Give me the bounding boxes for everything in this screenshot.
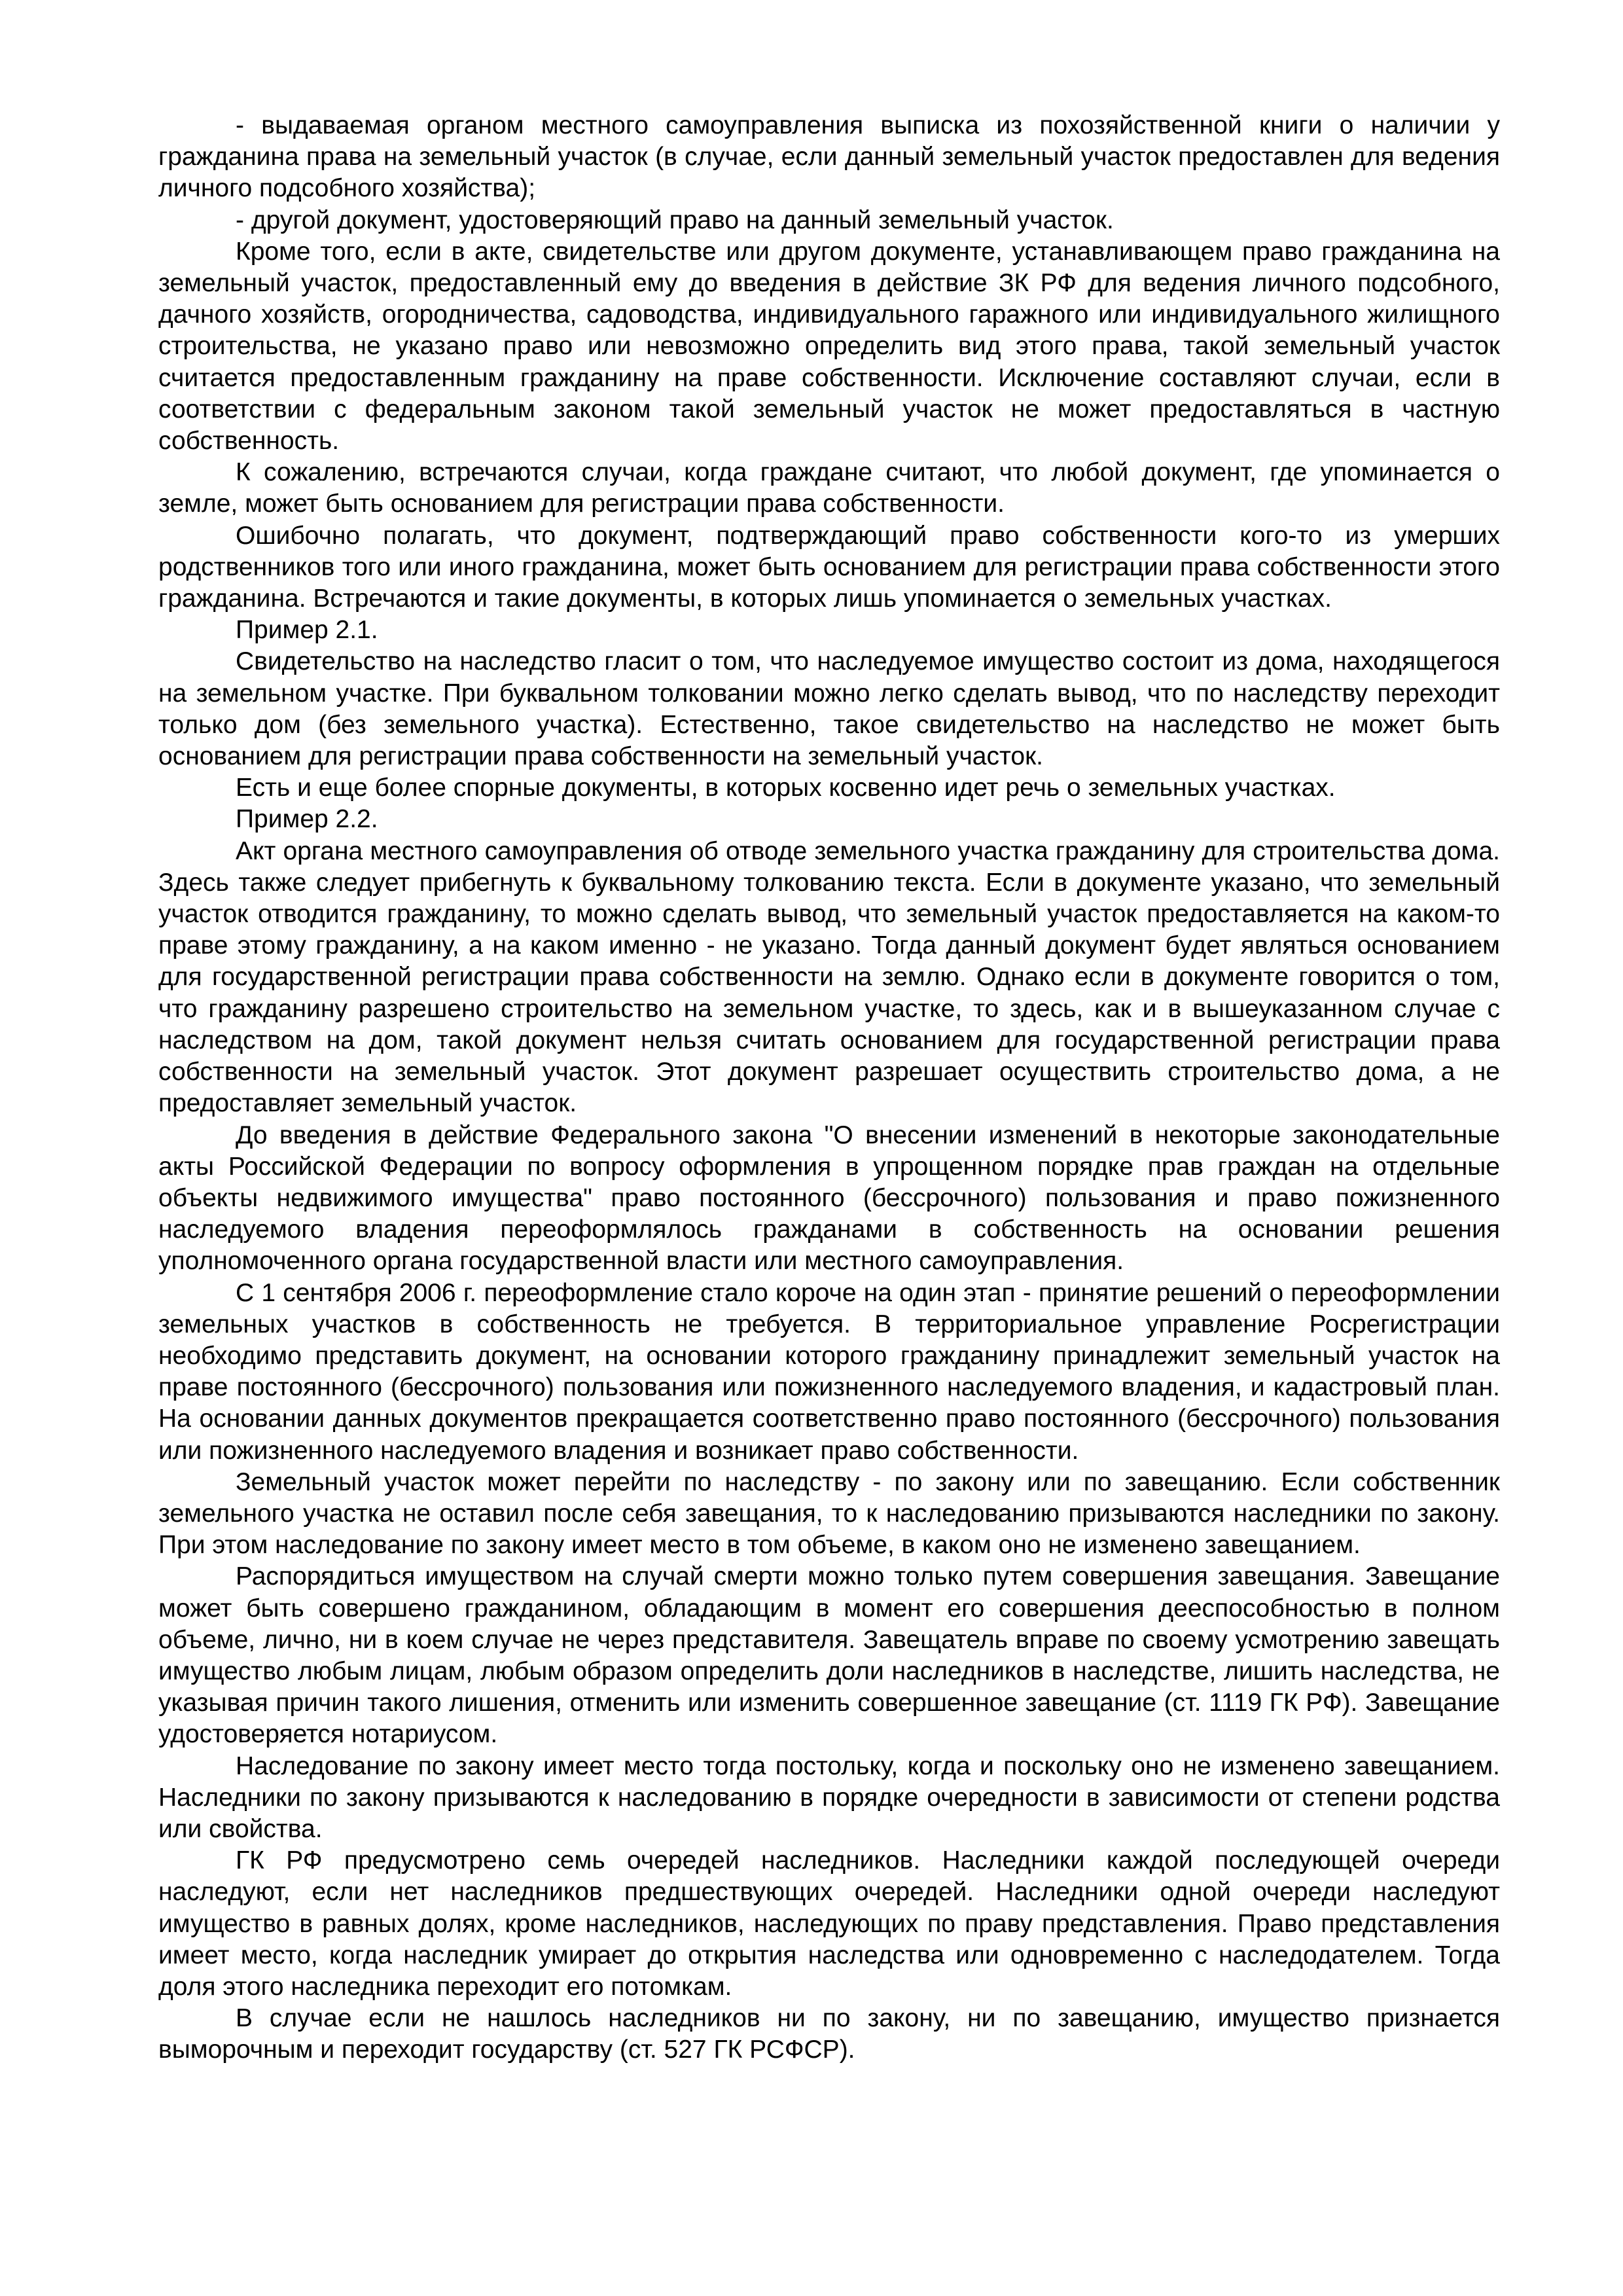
paragraph-1: - выдаваемая органом местного самоуправления выписка из похозяйственной книги о наличии у гражданина права на земельный участок (в случае, если данный земельный участок предоставлен для ведения личного подсобного хозяйства); (158, 111, 1500, 203)
paragraph-2: - другой документ, удостоверяющий право на данный земельный участок. (236, 206, 1114, 234)
document-body (158, 110, 1500, 2066)
paragraph-14: Распорядиться имуществом на случай смерти можно только путем совершения завещания. Завещание может быть совершено гражданином, обладающим в момент его совершения дееспособностью в полном объеме, лично, ни в коем случае не через представителя. Завещатель вправе по своему усмотрению завещать имущество любым лицам, любым образом определить доли наследников в наследстве, лишить наследства, не указывая причин такого лишения, отменить или изменить совершенное завещание (ст. 1119 ГК РФ). Завещание удостоверяется нотариусом. (158, 1562, 1500, 1749)
paragraph-8: Есть и еще более спорные документы, в которых косвенно идет речь о земельных участках. (236, 774, 1336, 802)
paragraph-15: Наследование по закону имеет место тогда постольку, когда и поскольку оно не изменено завещанием. Наследники по закону призываются к наследованию в порядке очередности в зависимости от степени родства или свойства. (158, 1751, 1500, 1843)
paragraph-5: Ошибочно полагать, что документ, подтверждающий право собственности кого-то из умерших родственников того или иного гражданина, может быть основанием для регистрации права собственности этого гражданина. Встречаются и такие документы, в которых лишь упоминается о земельных участках. (158, 521, 1500, 613)
paragraph-10: Акт органа местного самоуправления об отводе земельного участка гражданину для строительства дома. Здесь также следует прибегнуть к буквальному толкованию текста. Если в документе указано, что земельный участок отводится гражданину, то можно сделать вывод, что земельный участок предоставляется на каком-то праве этому гражданину, а на каком именно - не указано. Тогда данный документ будет являться основанием для государственной регистрации права собственности на землю. Однако если в документе говорится о том, что гражданину разрешено строительство на земельном участке, то здесь, как и в вышеуказанном случае с наследством на дом, такой документ нельзя считать основанием для государственной регистрации права собственности на земельный участок. Этот документ разрешает осуществить строительство дома, а не предоставляет земельный участок. (158, 836, 1500, 1118)
paragraph-3: Кроме того, если в акте, свидетельстве или другом документе, устанавливающем право гражданина на земельный участок, предоставленный ему до введения в действие ЗК РФ для ведения личного подсобного, дачного хозяйств, огородничества, садоводства, индивидуального гаражного или индивидуального жилищного строительства, не указано право или невозможно определить вид этого права, такой земельный участок считается предоставленным гражданину на праве собственности. Исключение составляют случаи, если в соответствии с федеральным законом такой земельный участок не может предоставляться в частную собственность. (158, 237, 1500, 456)
paragraph-13: Земельный участок может перейти по наследству - по закону или по завещанию. Если собственник земельного участка не оставил после себя завещания, то к наследованию призываются наследники по закону. При этом наследование по закону имеет место в том объеме, в каком оно не изменено завещанием. (158, 1467, 1500, 1560)
paragraph-4: К сожалению, встречаются случаи, когда граждане считают, что любой документ, где упоминается о земле, может быть основанием для регистрации права собственности. (158, 458, 1500, 518)
example-heading-2-2: Пример 2.2. (236, 805, 378, 834)
paragraph-16: ГК РФ предусмотрено семь очередей наследников. Наследники каждой последующей очереди наследуют, если нет наследников предшествующих очередей. Наследники одной очереди наследуют имущество в равных долях, кроме наследников, наследующих по праву представления. Право представления имеет место, когда наследник умирает до открытия наследства или одновременно с наследодателем. Тогда доля этого наследника переходит его потомкам. (158, 1846, 1500, 2001)
paragraph-11: До введения в действие Федерального закона "О внесении изменений в некоторые законодательные акты Российской Федерации по вопросу оформления в упрощенном порядке прав граждан на отдельные объекты недвижимого имущества" право постоянного (бессрочного) пользования и право пожизненного наследуемого владения переоформлялось гражданами в собственность на основании решения уполномоченного органа государственной власти или местного самоуправления. (158, 1121, 1500, 1276)
example-heading-2-1: Пример 2.1. (236, 616, 378, 645)
paragraph-12: С 1 сентября 2006 г. переоформление стало короче на один этап - принятие решений о переоформлении земельных участков в собственность не требуется. В территориальное управление Росрегистрации необходимо представить документ, на основании которого гражданину принадлежит земельный участок на праве постоянного (бессрочного) пользования или пожизненного наследуемого владения, и кадастровый план. На основании данных документов прекращается соответственно право постоянного (бессрочного) пользования или пожизненного наследуемого владения и возникает право собственности. (158, 1278, 1500, 1465)
paragraph-7: Свидетельство на наследство гласит о том, что наследуемое имущество состоит из дома, находящегося на земельном участке. При буквальном толковании можно легко сделать вывод, что по наследству переходит только дом (без земельного участка). Естественно, такое свидетельство на наследство не может быть основанием для регистрации права собственности на земельный участок. (158, 647, 1500, 771)
paragraph-17: В случае если не нашлось наследников ни по закону, ни по завещанию, имущество признается выморочным и переходит государству (ст. 527 ГК РСФСР). (158, 2004, 1500, 2064)
